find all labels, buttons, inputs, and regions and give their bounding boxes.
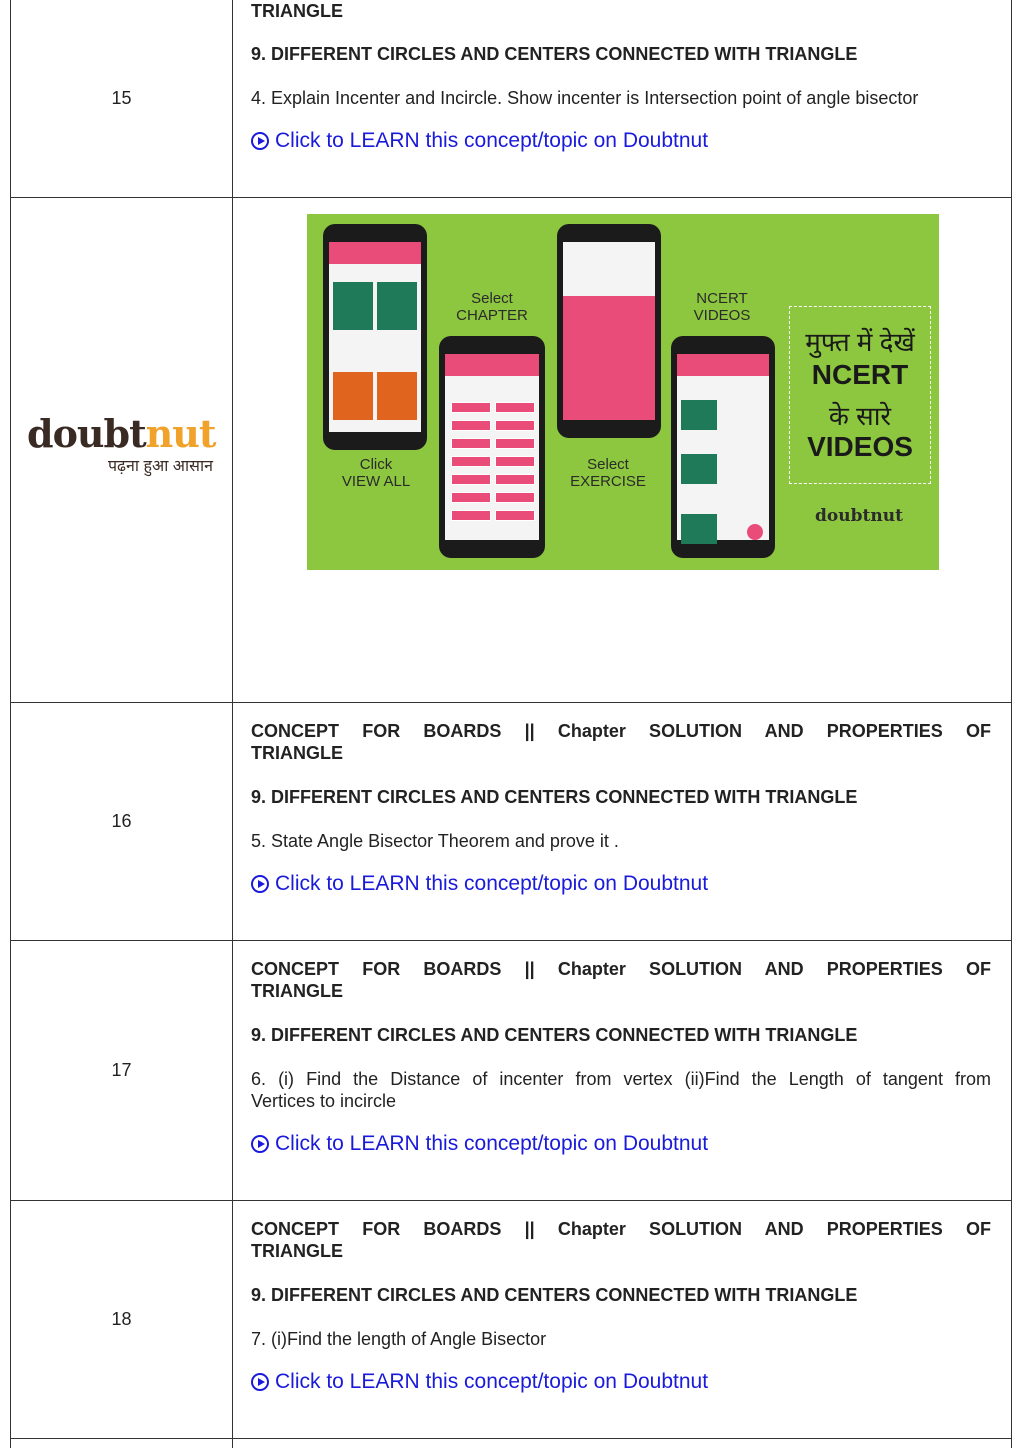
promo-line-2: NCERT xyxy=(811,359,909,390)
logo-tagline: पढ़ना हुआ आसान xyxy=(107,458,213,475)
doubtnut-logo xyxy=(27,411,217,476)
topic-subheading: 9. DIFFERENT CIRCLES AND CENTERS CONNECTED WITH TRIANGLE xyxy=(251,1285,858,1305)
row-number: 17 xyxy=(11,941,233,1200)
learn-link-text[interactable]: Click to LEARN this concept/topic on Doubtnut xyxy=(275,1370,709,1393)
row-number: 16 xyxy=(11,703,233,940)
chapter-heading: CONCEPT FOR BOARDS || Chapter SOLUTION AND PROPERTIES OF xyxy=(251,721,991,741)
learn-link-text[interactable]: Click to LEARN this concept/topic on Doubtnut xyxy=(275,872,709,895)
chapter-heading: CONCEPT FOR BOARDS || Chapter SOLUTION AND PROPERTIES OF xyxy=(251,1219,991,1239)
learn-link[interactable] xyxy=(251,872,991,896)
chapter-heading-tail: TRIANGLE xyxy=(251,981,343,1001)
select-chapter-label: Select CHAPTER xyxy=(456,290,528,324)
phone-chapters xyxy=(439,336,545,558)
phone-exercises xyxy=(557,224,661,438)
phone-videos xyxy=(671,336,775,558)
chapter-heading-tail: TRIANGLE xyxy=(251,1,343,21)
play-circle-icon xyxy=(251,1135,269,1153)
chapter-heading-tail: TRIANGLE xyxy=(251,743,343,763)
table-row xyxy=(10,941,1012,1201)
promo-line-3: के सारे xyxy=(828,401,892,431)
topic-subheading: 9. DIFFERENT CIRCLES AND CENTERS CONNECTED WITH TRIANGLE xyxy=(251,1025,858,1045)
topic-subheading: 9. DIFFERENT CIRCLES AND CENTERS CONNECTED WITH TRIANGLE xyxy=(251,787,858,807)
learn-link[interactable] xyxy=(251,1370,991,1394)
phone-library xyxy=(323,224,427,450)
play-circle-icon xyxy=(251,1373,269,1391)
logo-cell xyxy=(11,198,233,702)
topic-subheading: 9. DIFFERENT CIRCLES AND CENTERS CONNECTED WITH TRIANGLE xyxy=(251,44,858,64)
ncert-videos-label: NCERT VIDEOS xyxy=(693,290,751,324)
learn-link-text[interactable]: Click to LEARN this concept/topic on Doubtnut xyxy=(275,1132,709,1155)
chapter-heading: CONCEPT FOR BOARDS || Chapter SOLUTION AND PROPERTIES OF xyxy=(251,959,991,979)
learn-link[interactable] xyxy=(251,129,991,153)
learn-link-text[interactable]: Click to LEARN this concept/topic on Doubtnut xyxy=(275,129,709,152)
click-view-all-label: Click VIEW ALL xyxy=(341,456,411,490)
logo-text-part2: nut xyxy=(145,411,216,456)
table-row xyxy=(10,1439,1012,1448)
question-text: 4. Explain Incenter and Incircle. Show incenter is Intersection point of angle bisector xyxy=(251,88,919,108)
question-text: 7. (i)Find the length of Angle Bisector xyxy=(251,1329,547,1349)
play-circle-icon xyxy=(251,875,269,893)
row-number: 18 xyxy=(11,1201,233,1438)
banner-brand: doubtnut xyxy=(815,506,903,526)
promo-line-4: VIDEOS xyxy=(807,431,913,462)
row-number: 15 xyxy=(11,0,233,197)
question-text: 5. State Angle Bisector Theorem and prove it . xyxy=(251,831,619,851)
chapter-heading-tail: TRIANGLE xyxy=(251,1241,343,1261)
row-number xyxy=(11,1439,233,1448)
table-row xyxy=(10,703,1012,941)
learn-link[interactable] xyxy=(251,1132,991,1156)
question-text-line-1: 6. (i) Find the Distance of incenter from vertex (ii)Find the Length of tangent from xyxy=(251,1069,991,1089)
logo-text-part1: doubt xyxy=(27,411,146,456)
table-row xyxy=(10,0,1012,198)
ncert-banner[interactable] xyxy=(307,214,939,570)
hindi-promo-box xyxy=(789,306,931,484)
select-exercise-label: Select EXERCISE xyxy=(570,456,646,490)
question-text-line-2: Vertices to incircle xyxy=(251,1091,397,1111)
play-circle-icon xyxy=(251,132,269,150)
promo-line-1: मुफ्त में देखें xyxy=(805,327,915,357)
table-row xyxy=(10,198,1012,703)
table-row xyxy=(10,1201,1012,1439)
